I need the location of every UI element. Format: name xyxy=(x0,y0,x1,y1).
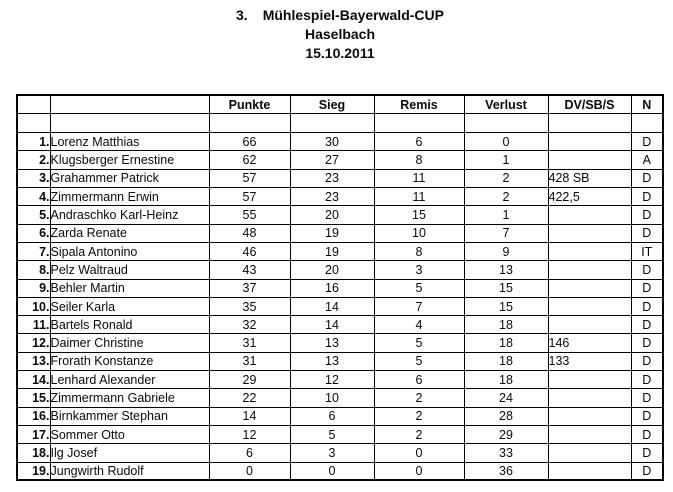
table-row xyxy=(17,352,663,370)
sieg-cell: 13 xyxy=(290,334,374,352)
punkte-cell: 31 xyxy=(209,352,290,370)
remis-cell: 8 xyxy=(374,151,464,169)
rank-cell: 17. xyxy=(17,425,50,443)
rank-cell: 14. xyxy=(17,371,50,389)
punkte-cell: 37 xyxy=(209,279,290,297)
n-cell: D xyxy=(631,169,663,187)
rank-cell: 3. xyxy=(17,169,50,187)
rank-cell: 16. xyxy=(17,407,50,425)
verlust-cell: 1 xyxy=(464,151,548,169)
remis-cell: 2 xyxy=(374,425,464,443)
col-header-n: N xyxy=(631,95,663,114)
dv-cell xyxy=(548,279,631,297)
remis-cell: 11 xyxy=(374,169,464,187)
n-cell: D xyxy=(631,444,663,462)
dv-cell xyxy=(548,316,631,334)
name-cell: Daimer Christine xyxy=(50,334,209,352)
name-cell: Andraschko Karl-Heinz xyxy=(50,206,209,224)
verlust-cell: 15 xyxy=(464,297,548,315)
remis-cell: 7 xyxy=(374,297,464,315)
sieg-cell: 19 xyxy=(290,242,374,260)
n-cell: D xyxy=(631,316,663,334)
name-cell: Pelz Waltraud xyxy=(50,261,209,279)
remis-cell: 6 xyxy=(374,371,464,389)
punkte-cell: 6 xyxy=(209,444,290,462)
rank-cell: 5. xyxy=(17,206,50,224)
sieg-cell: 27 xyxy=(290,151,374,169)
punkte-cell: 43 xyxy=(209,261,290,279)
rank-cell: 7. xyxy=(17,242,50,260)
remis-cell: 8 xyxy=(374,242,464,260)
table-body xyxy=(17,114,663,481)
rank-cell: 15. xyxy=(17,389,50,407)
rank-cell: 10. xyxy=(17,297,50,315)
spacer-cell xyxy=(548,114,631,133)
n-cell: D xyxy=(631,206,663,224)
remis-cell: 5 xyxy=(374,352,464,370)
n-cell: D xyxy=(631,279,663,297)
rank-cell: 1. xyxy=(17,133,50,151)
name-cell: Sommer Otto xyxy=(50,425,209,443)
verlust-cell: 18 xyxy=(464,371,548,389)
rank-cell: 19. xyxy=(17,462,50,480)
sieg-cell: 23 xyxy=(290,169,374,187)
table-row xyxy=(17,242,663,260)
title-location: Haselbach xyxy=(304,26,376,42)
rank-cell: 6. xyxy=(17,224,50,242)
n-cell: D xyxy=(631,371,663,389)
punkte-cell: 12 xyxy=(209,425,290,443)
remis-cell: 6 xyxy=(374,133,464,151)
table-row xyxy=(17,169,663,187)
n-cell: D xyxy=(631,297,663,315)
col-header-rank xyxy=(17,95,50,114)
n-cell: D xyxy=(631,389,663,407)
sieg-cell: 6 xyxy=(290,407,374,425)
name-cell: Zimmermann Gabriele xyxy=(50,389,209,407)
table-row xyxy=(17,407,663,425)
remis-cell: 11 xyxy=(374,188,464,206)
table-row xyxy=(17,371,663,389)
n-cell: D xyxy=(631,133,663,151)
punkte-cell: 0 xyxy=(209,462,290,480)
verlust-cell: 2 xyxy=(464,188,548,206)
table-row xyxy=(17,151,663,169)
table-row xyxy=(17,389,663,407)
sieg-cell: 14 xyxy=(290,316,374,334)
rank-cell: 18. xyxy=(17,444,50,462)
dv-cell xyxy=(548,151,631,169)
sieg-cell: 12 xyxy=(290,371,374,389)
name-cell: Grahammer Patrick xyxy=(50,169,209,187)
rank-cell: 12. xyxy=(17,334,50,352)
name-cell: Sipala Antonino xyxy=(50,242,209,260)
name-cell: Behler Martin xyxy=(50,279,209,297)
table-row xyxy=(17,462,663,480)
punkte-cell: 31 xyxy=(209,334,290,352)
title-line xyxy=(16,6,664,25)
dv-cell xyxy=(548,206,631,224)
name-cell: Frorath Konstanze xyxy=(50,352,209,370)
n-cell: D xyxy=(631,334,663,352)
punkte-cell: 48 xyxy=(209,224,290,242)
sieg-cell: 20 xyxy=(290,206,374,224)
punkte-cell: 55 xyxy=(209,206,290,224)
remis-cell: 0 xyxy=(374,462,464,480)
name-cell: Jungwirth Rudolf xyxy=(50,462,209,480)
n-cell: D xyxy=(631,261,663,279)
table-row xyxy=(17,206,663,224)
verlust-cell: 36 xyxy=(464,462,548,480)
verlust-cell: 33 xyxy=(464,444,548,462)
sieg-cell: 20 xyxy=(290,261,374,279)
col-header-remis: Remis xyxy=(374,95,464,114)
sieg-cell: 3 xyxy=(290,444,374,462)
header-row xyxy=(17,95,663,114)
rank-cell: 8. xyxy=(17,261,50,279)
remis-cell: 2 xyxy=(374,389,464,407)
sieg-cell: 10 xyxy=(290,389,374,407)
col-header-sieg: Sieg xyxy=(290,95,374,114)
punkte-cell: 22 xyxy=(209,389,290,407)
dv-cell: 422,5 xyxy=(548,188,631,206)
name-cell: Zimmermann Erwin xyxy=(50,188,209,206)
table-row xyxy=(17,316,663,334)
table-row xyxy=(17,297,663,315)
spacer-cell xyxy=(50,114,209,133)
spacer-cell xyxy=(209,114,290,133)
name-cell: Seiler Karla xyxy=(50,297,209,315)
punkte-cell: 46 xyxy=(209,242,290,260)
name-cell: Lorenz Matthias xyxy=(50,133,209,151)
spacer-cell xyxy=(17,114,50,133)
verlust-cell: 18 xyxy=(464,334,548,352)
verlust-cell: 18 xyxy=(464,352,548,370)
document-title-block xyxy=(16,6,664,63)
verlust-cell: 1 xyxy=(464,206,548,224)
remis-cell: 5 xyxy=(374,334,464,352)
punkte-cell: 66 xyxy=(209,133,290,151)
spacer-cell xyxy=(464,114,548,133)
verlust-cell: 0 xyxy=(464,133,548,151)
rank-cell: 11. xyxy=(17,316,50,334)
n-cell: D xyxy=(631,224,663,242)
verlust-cell: 2 xyxy=(464,169,548,187)
punkte-cell: 35 xyxy=(209,297,290,315)
name-cell: Klugsberger Ernestine xyxy=(50,151,209,169)
table-row xyxy=(17,334,663,352)
dv-cell xyxy=(548,224,631,242)
title-number: 3. xyxy=(236,7,248,23)
dv-cell xyxy=(548,133,631,151)
remis-cell: 4 xyxy=(374,316,464,334)
title-date: 15.10.2011 xyxy=(305,45,375,61)
col-header-verlust: Verlust xyxy=(464,95,548,114)
name-cell: Lenhard Alexander xyxy=(50,371,209,389)
punkte-cell: 14 xyxy=(209,407,290,425)
punkte-cell: 57 xyxy=(209,188,290,206)
sieg-cell: 23 xyxy=(290,188,374,206)
col-header-name xyxy=(50,95,209,114)
name-cell: Birnkammer Stephan xyxy=(50,407,209,425)
dv-cell: 133 xyxy=(548,352,631,370)
dv-cell xyxy=(548,297,631,315)
dv-cell xyxy=(548,425,631,443)
n-cell: A xyxy=(631,151,663,169)
name-cell: Zarda Renate xyxy=(50,224,209,242)
remis-cell: 10 xyxy=(374,224,464,242)
rank-cell: 9. xyxy=(17,279,50,297)
remis-cell: 15 xyxy=(374,206,464,224)
verlust-cell: 29 xyxy=(464,425,548,443)
punkte-cell: 29 xyxy=(209,371,290,389)
table-row xyxy=(17,133,663,151)
dv-cell xyxy=(548,389,631,407)
table-row xyxy=(17,444,663,462)
spacer-cell xyxy=(631,114,663,133)
remis-cell: 0 xyxy=(374,444,464,462)
sieg-cell: 5 xyxy=(290,425,374,443)
dv-cell xyxy=(548,371,631,389)
dv-cell xyxy=(548,444,631,462)
table-row xyxy=(17,224,663,242)
dv-cell xyxy=(548,261,631,279)
n-cell: D xyxy=(631,188,663,206)
verlust-cell: 28 xyxy=(464,407,548,425)
dv-cell: 146 xyxy=(548,334,631,352)
title-text: Mühlespiel-Bayerwald-CUP xyxy=(262,7,444,23)
n-cell: IT xyxy=(631,242,663,260)
table-row xyxy=(17,188,663,206)
n-cell: D xyxy=(631,352,663,370)
remis-cell: 5 xyxy=(374,279,464,297)
sieg-cell: 19 xyxy=(290,224,374,242)
rank-cell: 4. xyxy=(17,188,50,206)
n-cell: D xyxy=(631,407,663,425)
dv-cell xyxy=(548,242,631,260)
verlust-cell: 7 xyxy=(464,224,548,242)
rank-cell: 2. xyxy=(17,151,50,169)
sieg-cell: 0 xyxy=(290,462,374,480)
sieg-cell: 14 xyxy=(290,297,374,315)
verlust-cell: 13 xyxy=(464,261,548,279)
col-header-dv-sb-s: DV/SB/S xyxy=(548,95,631,114)
dv-cell xyxy=(548,462,631,480)
dv-cell xyxy=(548,407,631,425)
spacer-cell xyxy=(374,114,464,133)
remis-cell: 2 xyxy=(374,407,464,425)
spacer-row xyxy=(17,114,663,133)
sieg-cell: 30 xyxy=(290,133,374,151)
punkte-cell: 32 xyxy=(209,316,290,334)
verlust-cell: 18 xyxy=(464,316,548,334)
dv-cell: 428 SB xyxy=(548,169,631,187)
name-cell: Ilg Josef xyxy=(50,444,209,462)
punkte-cell: 62 xyxy=(209,151,290,169)
name-cell: Bartels Ronald xyxy=(50,316,209,334)
remis-cell: 3 xyxy=(374,261,464,279)
punkte-cell: 57 xyxy=(209,169,290,187)
table-row xyxy=(17,261,663,279)
spacer-cell xyxy=(290,114,374,133)
verlust-cell: 15 xyxy=(464,279,548,297)
results-table xyxy=(16,94,664,481)
table-row xyxy=(17,425,663,443)
verlust-cell: 24 xyxy=(464,389,548,407)
n-cell: D xyxy=(631,462,663,480)
sieg-cell: 13 xyxy=(290,352,374,370)
table-row xyxy=(17,279,663,297)
rank-cell: 13. xyxy=(17,352,50,370)
sieg-cell: 16 xyxy=(290,279,374,297)
col-header-punkte: Punkte xyxy=(209,95,290,114)
verlust-cell: 9 xyxy=(464,242,548,260)
n-cell: D xyxy=(631,425,663,443)
